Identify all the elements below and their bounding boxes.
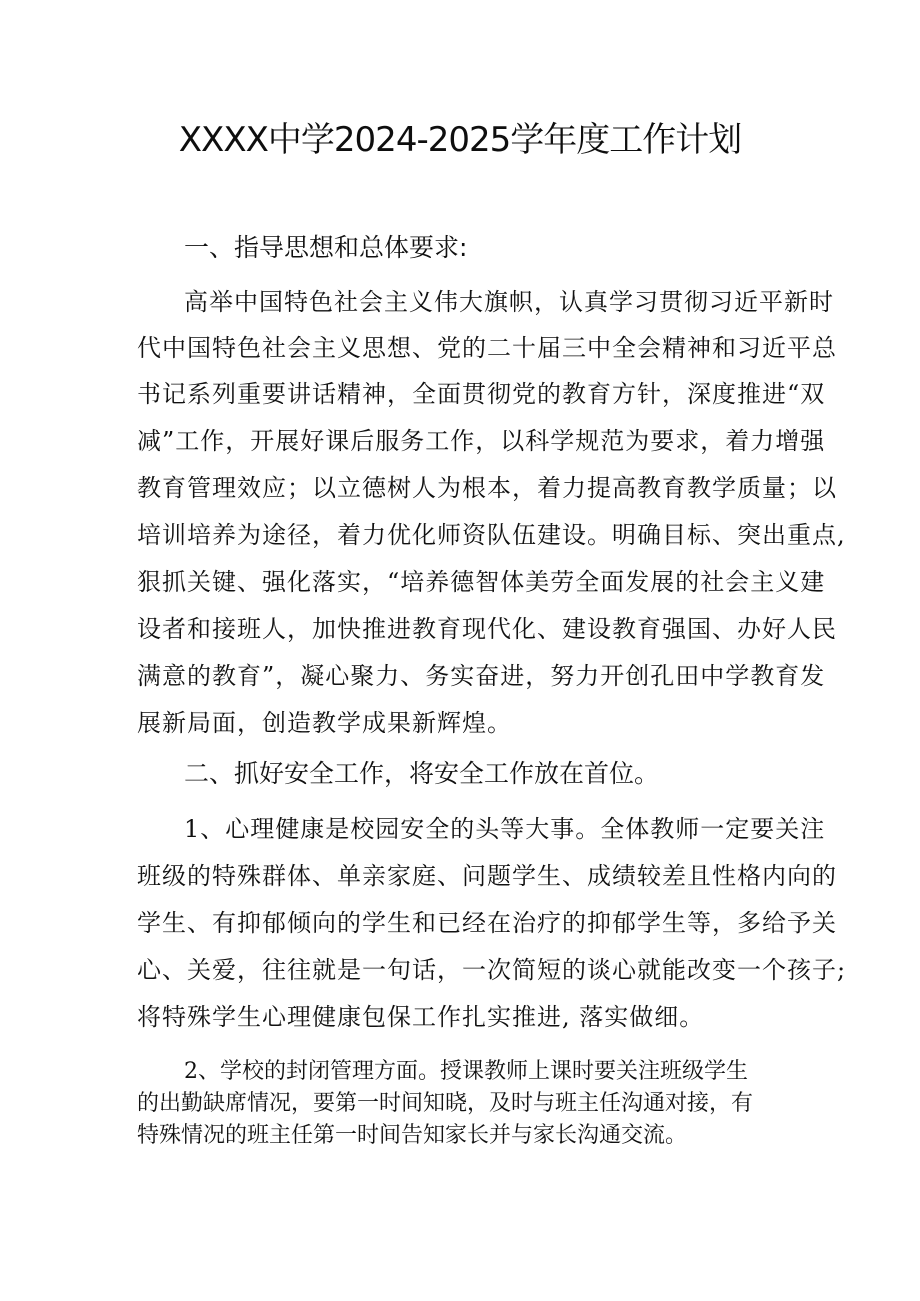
paragraph-line: 设者和接班人，加快推进教育现代化、建设教育强国、办好人民: [137, 615, 837, 643]
paragraph-line: 心、关爱，往往就是一句话，一次简短的谈心就能改变一个孩子;: [137, 956, 847, 984]
document-title: XXXX中学2024-2025学年度工作计划: [178, 120, 742, 160]
paragraph-line: 展新局面，创造教学成果新辉煌。: [137, 709, 512, 737]
section-heading-guiding-ideology: 一、指导思想和总体要求:: [184, 233, 468, 262]
paragraph-line: 2、学校的封闭管理方面。授课教师上课时要关注班级学生: [184, 1059, 748, 1084]
paragraph-line: 书记系列重要讲话精神，全面贯彻党的教育方针，深度推进“双: [137, 380, 826, 408]
paragraph-line: 狠抓关键、强化落实，“培养德智体美劳全面发展的社会主义建: [137, 568, 826, 596]
paragraph-line: 减”工作，开展好课后服务工作，以科学规范为要求，着力增强: [137, 427, 826, 455]
paragraph-line: 1、心理健康是校园安全的头等大事。全体教师一定要关注: [184, 815, 826, 843]
paragraph-line: 高举中国特色社会主义伟大旗帜，认真学习贯彻习近平新时: [184, 288, 834, 316]
paragraph-line: 培训培养为途径，着力优化师资队伍建设。明确目标、突出重点,: [137, 521, 846, 549]
section-heading-safety: 二、抓好安全工作，将安全工作放在首位。: [184, 759, 660, 788]
paragraph-line: 教育管理效应；以立德树人为根本，着力提高教育教学质量；以: [137, 474, 837, 502]
paragraph-line: 将特殊学生心理健康包保工作扎实推进, 落实做细。: [137, 1003, 705, 1031]
paragraph-line: 学生、有抑郁倾向的学生和已经在治疗的抑郁学生等，多给予关: [137, 909, 837, 937]
paragraph-line: 的出勤缺席情况，要第一时间知晓，及时与班主任沟通对接，有: [137, 1091, 754, 1116]
paragraph-line: 特殊情况的班主任第一时间告知家长并与家长沟通交流。: [137, 1123, 688, 1148]
paragraph-line: 班级的特殊群体、单亲家庭、问题学生、成绩较差且性格内向的: [137, 862, 837, 890]
paragraph-line: 代中国特色社会主义思想、党的二十届三中全会精神和习近平总: [137, 334, 837, 362]
paragraph-line: 满意的教育”，凝心聚力、务实奋进，努力开创孔田中学教育发: [137, 662, 826, 690]
